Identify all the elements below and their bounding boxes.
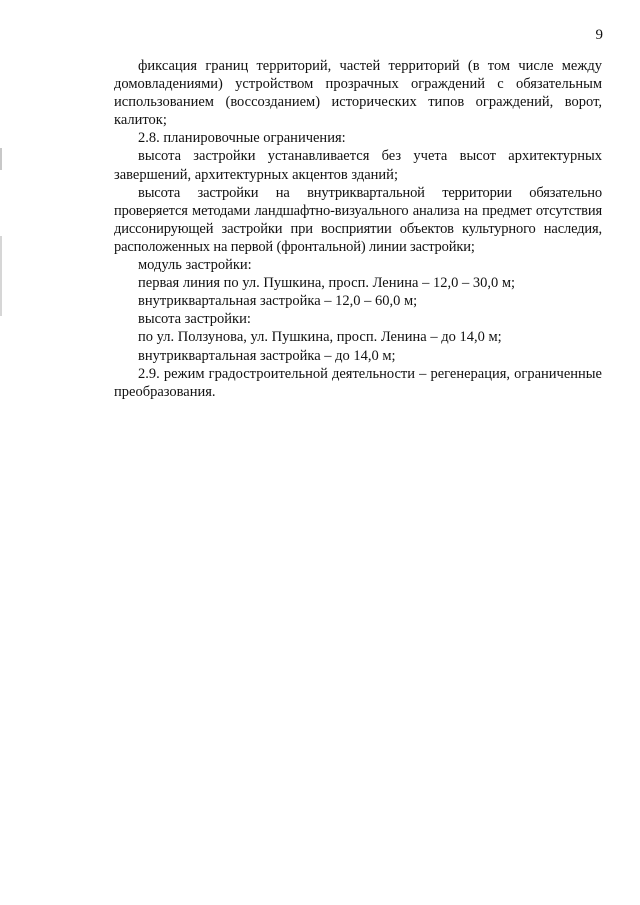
paragraph-building-module-heading: модуль застройки: xyxy=(138,257,252,274)
paragraph-height-streets: по ул. Ползунова, ул. Пушкина, просп. Ленина – до 14,0 м; xyxy=(138,329,502,346)
paragraph-height-intrablock: внутриквартальная застройка – до 14,0 м; xyxy=(138,347,396,364)
paragraph-module-intrablock: внутриквартальная застройка – 12,0 – 60,0 м; xyxy=(138,293,418,310)
paragraph-urban-activity-regime: 2.9. режим градостроительной деятельности – регенерация, ограниченные преобразования. xyxy=(114,365,602,400)
paragraph-building-height-heading: высота застройки: xyxy=(138,311,251,328)
paragraph-module-first-line: первая линия по ул. Пушкина, просп. Ленина – 12,0 – 30,0 м; xyxy=(138,275,516,292)
paragraph-planning-restrictions-heading: 2.8. планировочные ограничения: xyxy=(138,130,346,147)
page-number: 9 xyxy=(595,27,603,43)
paragraph-height-without-accents: высота застройки устанавливается без учета высот архитектурных завершений, архитектурных акцентов зданий; xyxy=(114,148,602,183)
paragraph-landscape-visual-analysis: высота застройки на внутриквартальной территории обязательно проверяется методами ландшафтно-визуального анализа на предмет отсутствия диссонирующей застройки при восприятии объектов культурного наследия, расположенных на первой (фронтальной) линии застройки; xyxy=(114,184,602,255)
scan-margin-mark xyxy=(0,148,2,170)
paragraph-fencing: фиксация границ территорий, частей территорий (в том числе между домовладениями) устройством прозрачных ограждений с обязательным использованием (воссозданием) исторических типов ограждений, ворот, калиток; xyxy=(114,58,602,129)
document-body xyxy=(114,57,602,401)
scan-margin-mark xyxy=(0,236,2,316)
